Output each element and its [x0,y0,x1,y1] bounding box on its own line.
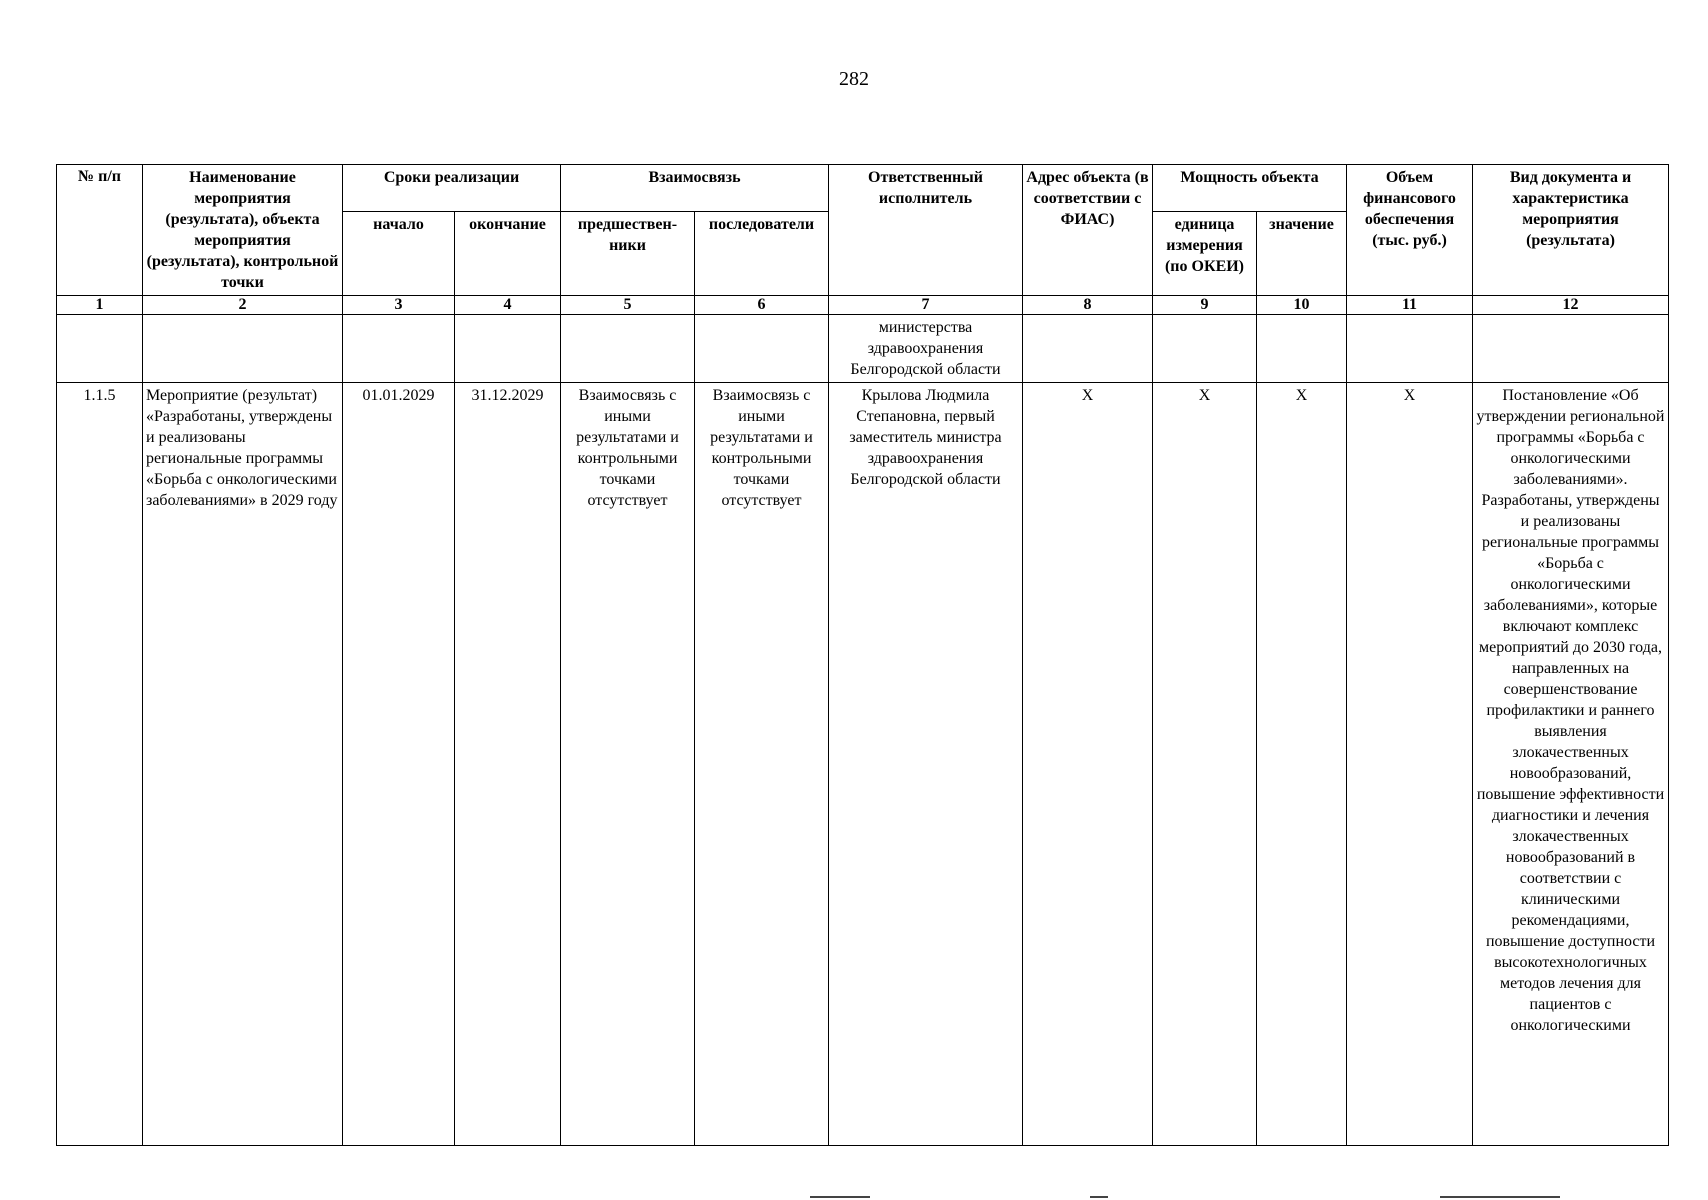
header-terms: Сроки реализации [343,165,561,212]
column-number: 11 [1347,296,1473,315]
finance: X [1347,383,1473,1146]
empty-cell [1473,315,1669,383]
value: X [1257,383,1347,1146]
column-number: 6 [695,296,829,315]
column-number: 1 [57,296,143,315]
table-row [57,383,1669,1146]
measures-table [56,164,1669,1146]
scan-mark [1090,1196,1108,1198]
column-number: 2 [143,296,343,315]
empty-cell [561,315,695,383]
empty-cell [343,315,455,383]
scan-mark [810,1196,870,1198]
column-number: 8 [1023,296,1153,315]
row-number: 1.1.5 [57,383,143,1146]
header-unit: единица измерения (по ОКЕИ) [1153,212,1257,296]
empty-cell [455,315,561,383]
predecessors: Взаимосвязь с иными результатами и контрольными точками отсутствует [561,383,695,1146]
successors: Взаимосвязь с иными результатами и контрольными точками отсутствует [695,383,829,1146]
document-description: Постановление «Об утверждении региональной программы «Борьба с онкологическими заболеваниями». Разработаны, утверждены и реализованы региональные программы «Борьба с онкологическими заболеваниями», которые включают комплекс мероприятий до 2030 года, направленных на совершенствование профилактики и раннего выявления злокачественных новообразований, повышение эффективности диагностики и лечения злокачественных новообразований в соответствии с клиническими рекомендациями, повышение доступности высокотехнологичных методов лечения для пациентов с онкологическими [1473,383,1669,1146]
end-date: 31.12.2029 [455,383,561,1146]
page-number: 282 [839,68,869,90]
empty-cell [57,315,143,383]
header-name: Наименование мероприятия (результата), объекта мероприятия (результата), контрольной точки [143,165,343,296]
empty-cell [143,315,343,383]
header-document: Вид документа и характеристика мероприятия (результата) [1473,165,1669,296]
empty-cell [1023,315,1153,383]
executor-continuation: министерства здравоохранения Белгородской области [829,315,1023,383]
column-number: 4 [455,296,561,315]
header-executor: Ответственный исполнитель [829,165,1023,296]
header-number: № п/п [57,165,143,296]
column-number: 5 [561,296,695,315]
header-value: значение [1257,212,1347,296]
header-power: Мощность объекта [1153,165,1347,212]
executor: Крылова Людмила Степановна, первый заместитель министра здравоохранения Белгородской области [829,383,1023,1146]
header-start: начало [343,212,455,296]
header-successors: последователи [695,212,829,296]
empty-cell [1153,315,1257,383]
empty-cell [1257,315,1347,383]
column-number: 3 [343,296,455,315]
header-address: Адрес объекта (в соответствии с ФИАС) [1023,165,1153,296]
table-row [57,315,1669,383]
header-finance: Объем финансового обеспечения (тыс. руб.) [1347,165,1473,296]
empty-cell [695,315,829,383]
empty-cell [1347,315,1473,383]
header-predecessors: предшествен-ники [561,212,695,296]
column-number: 7 [829,296,1023,315]
measure-name: Мероприятие (результат) «Разработаны, утверждены и реализованы региональные программы «Борьба с онкологическими заболеваниями» в 2029 году [143,383,343,1146]
start-date: 01.01.2029 [343,383,455,1146]
column-numbers-row [57,296,1669,315]
unit: X [1153,383,1257,1146]
column-number: 9 [1153,296,1257,315]
column-number: 12 [1473,296,1669,315]
header-end: окончание [455,212,561,296]
address: X [1023,383,1153,1146]
header-link: Взаимосвязь [561,165,829,212]
scan-mark [1440,1196,1560,1198]
column-number: 10 [1257,296,1347,315]
